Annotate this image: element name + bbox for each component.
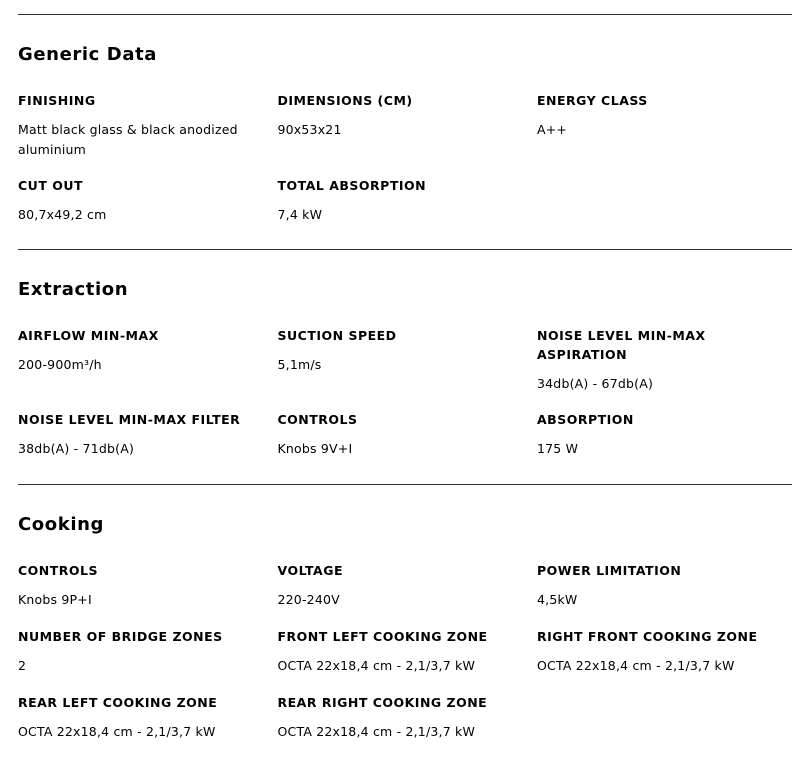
spec-value: OCTA 22x18,4 cm - 2,1/3,7 kW bbox=[18, 724, 216, 739]
spec-grid bbox=[18, 91, 792, 225]
section-generic-data bbox=[18, 14, 792, 249]
section-title: Extraction bbox=[18, 279, 129, 300]
spec-value: Knobs 9V+I bbox=[277, 441, 353, 456]
spec-value: 90x53x21 bbox=[277, 122, 342, 137]
spec-energy-class bbox=[537, 91, 792, 160]
spec-label: DIMENSIONS (CM) bbox=[277, 93, 413, 108]
spec-value: 220-240V bbox=[277, 592, 340, 607]
spec-label: FRONT LEFT COOKING ZONE bbox=[277, 629, 488, 644]
spec-label: TOTAL ABSORPTION bbox=[277, 178, 427, 193]
spec-rear-left-zone bbox=[18, 693, 278, 742]
spec-power-limitation bbox=[537, 561, 792, 610]
spec-value: OCTA 22x18,4 cm - 2,1/3,7 kW bbox=[277, 724, 476, 739]
spec-bridge-zones bbox=[18, 627, 278, 676]
spec-absorption bbox=[537, 410, 792, 459]
section-extraction bbox=[18, 249, 792, 484]
spec-value: 175 W bbox=[537, 441, 579, 456]
spec-noise-filter bbox=[18, 410, 278, 459]
spec-label: RIGHT FRONT COOKING ZONE bbox=[537, 629, 758, 644]
spec-label: CUT OUT bbox=[18, 178, 84, 193]
section-title: Cooking bbox=[18, 514, 104, 535]
spec-value: 2 bbox=[18, 658, 27, 673]
spec-label: ABSORPTION bbox=[537, 412, 634, 427]
section-title: Generic Data bbox=[18, 44, 158, 65]
spec-controls bbox=[18, 561, 278, 610]
spec-value: A++ bbox=[537, 122, 568, 137]
spec-value: 80,7x49,2 cm bbox=[18, 207, 107, 222]
spec-label: POWER LIMITATION bbox=[537, 563, 682, 578]
spec-label: FINISHING bbox=[18, 93, 96, 108]
spec-grid bbox=[18, 326, 792, 459]
spec-cut-out bbox=[18, 176, 278, 225]
spec-controls bbox=[278, 410, 538, 459]
spec-label: CONTROLS bbox=[18, 563, 99, 578]
spec-voltage bbox=[278, 561, 538, 610]
spec-grid bbox=[18, 561, 792, 742]
spec-suction-speed bbox=[278, 326, 538, 394]
spec-finishing bbox=[18, 91, 278, 160]
spec-value: 34db(A) - 67db(A) bbox=[537, 376, 654, 391]
spec-front-left-zone bbox=[278, 627, 538, 676]
spec-noise-aspiration bbox=[537, 326, 792, 394]
spec-value: 7,4 kW bbox=[277, 207, 323, 222]
spec-sheet bbox=[18, 14, 792, 742]
spec-label: CONTROLS bbox=[277, 412, 358, 427]
spec-label: NOISE LEVEL MIN-MAX ASPIRATION bbox=[537, 328, 706, 362]
spec-value: OCTA 22x18,4 cm - 2,1/3,7 kW bbox=[277, 658, 476, 673]
spec-value: 4,5kW bbox=[537, 592, 578, 607]
spec-value: 200-900m³/h bbox=[18, 357, 102, 372]
spec-label: ENERGY CLASS bbox=[537, 93, 648, 108]
spec-value: Knobs 9P+I bbox=[18, 592, 92, 607]
spec-label: NUMBER OF BRIDGE ZONES bbox=[18, 629, 223, 644]
spec-label: SUCTION SPEED bbox=[277, 328, 397, 343]
spec-label: VOLTAGE bbox=[277, 563, 344, 578]
spec-label: REAR LEFT COOKING ZONE bbox=[18, 695, 218, 710]
spec-label: REAR RIGHT COOKING ZONE bbox=[277, 695, 488, 710]
spec-total-absorption bbox=[278, 176, 538, 225]
section-cooking bbox=[18, 484, 792, 742]
spec-value: OCTA 22x18,4 cm - 2,1/3,7 kW bbox=[537, 658, 735, 673]
spec-value: Matt black glass & black anodized aluminium bbox=[18, 122, 238, 157]
spec-value: 38db(A) - 71db(A) bbox=[18, 441, 135, 456]
spec-dimensions bbox=[278, 91, 538, 160]
spec-label: AIRFLOW MIN-MAX bbox=[18, 328, 159, 343]
spec-label: NOISE LEVEL MIN-MAX FILTER bbox=[18, 412, 241, 427]
spec-right-front-zone bbox=[537, 627, 792, 676]
spec-value: 5,1m/s bbox=[277, 357, 322, 372]
spec-rear-right-zone bbox=[278, 693, 538, 742]
spec-airflow bbox=[18, 326, 278, 394]
